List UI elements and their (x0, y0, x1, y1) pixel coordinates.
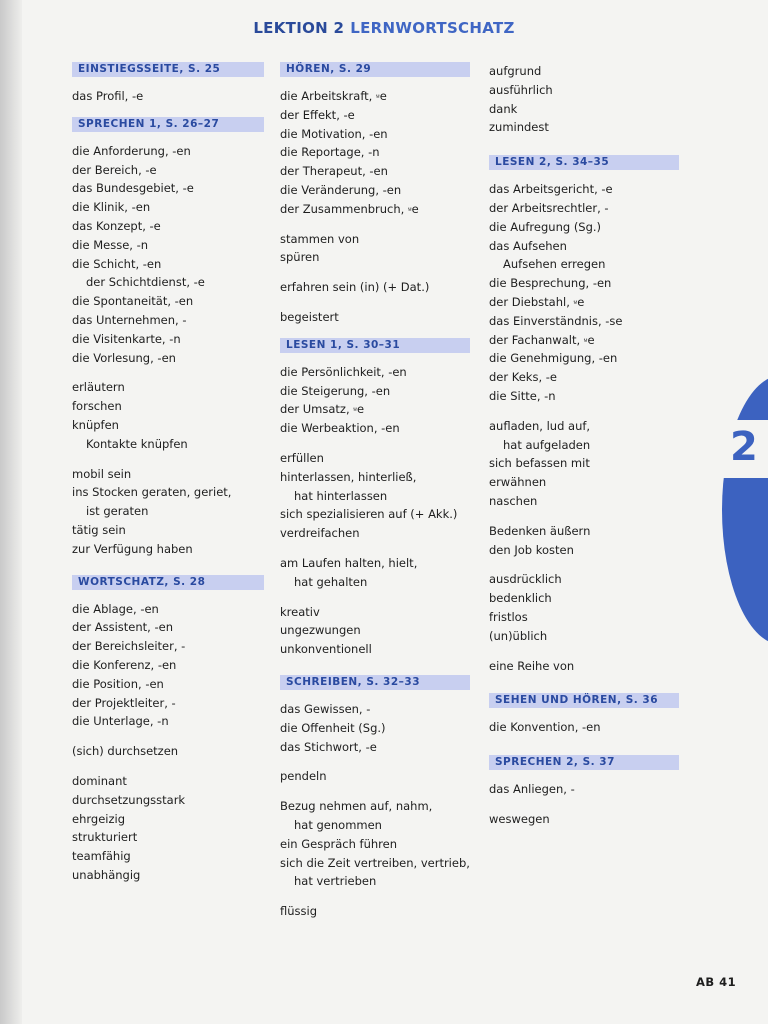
vocab-entry: den Job kosten (489, 542, 574, 557)
vocab-entry: aufladen, lud auf, (489, 418, 591, 433)
spacer (72, 454, 264, 465)
page-number: AB 41 (696, 975, 737, 989)
vocab-entry: ein Gespräch führen (280, 836, 397, 851)
vocab-entry: die Vorlesung, -en (72, 350, 176, 365)
vocab-entry: der Fachanwalt, ⸚e (489, 332, 595, 347)
vocab-entry: die Anforderung, -en (72, 143, 191, 158)
vocab-entry: kreativ (280, 604, 320, 619)
vocab-entry: hat vertrieben (294, 874, 377, 889)
vocab-entry: knüpfen (72, 417, 119, 432)
vocab-entry: ausdrücklich (489, 572, 562, 587)
vocab-entry: die Konferenz, -en (72, 657, 177, 672)
vocab-entry: ins Stocken geraten, geriet, (72, 485, 232, 500)
vocab-entry: durchsetzungsstark (72, 792, 186, 807)
vocab-entry: naschen (489, 493, 538, 508)
vocab-entry: Bezug nehmen auf, nahm, (280, 799, 433, 814)
section-header: SPRECHEN 2, S. 37 (489, 755, 679, 770)
vocab-entry: die Genehmigung, -en (489, 351, 618, 366)
vocab-entry: das Anliegen, - (489, 782, 575, 797)
spacer (489, 646, 679, 657)
vocab-entry: der Therapeut, -en (280, 164, 388, 179)
section-header: SCHREIBEN, S. 32–33 (280, 675, 470, 690)
vocab-entry: der Zusammenbruch, ⸚e (280, 201, 419, 216)
vocab-entry: die Schicht, -en (72, 256, 162, 271)
spacer (280, 297, 470, 308)
section-header: LESEN 1, S. 30–31 (280, 338, 470, 353)
vocab-column-1 (72, 62, 264, 885)
vocab-entry: Kontakte knüpfen (86, 436, 188, 451)
vocab-entry: der Bereichsleiter, - (72, 639, 186, 654)
vocab-entry: sich befassen mit (489, 456, 590, 471)
vocab-entry: Bedenken äußern (489, 523, 591, 538)
vocab-entry: weswegen (489, 811, 550, 826)
vocab-entry: der Bereich, -e (72, 162, 157, 177)
section-header: WORTSCHATZ, S. 28 (72, 575, 264, 590)
vocab-entry: hat genommen (294, 817, 382, 832)
vocab-entry: die Konvention, -en (489, 720, 601, 735)
vocab-column-3 (489, 62, 679, 829)
vocab-entry: die Werbeaktion, -en (280, 421, 400, 436)
vocab-entry: erwähnen (489, 475, 547, 490)
vocab-entry: dank (489, 101, 518, 116)
chapter-tab (722, 375, 768, 645)
vocab-entry: erläutern (72, 380, 125, 395)
vocab-column-2 (280, 62, 470, 921)
vocab-entry: pendeln (280, 769, 327, 784)
vocab-entry: sich die Zeit vertreiben, vertrieb, (280, 855, 470, 870)
vocab-entry: das Aufsehen (489, 238, 567, 253)
spacer (489, 406, 679, 417)
vocab-entry: der Umsatz, ⸚e (280, 402, 365, 417)
vocab-entry: hat aufgeladen (503, 437, 591, 452)
section-header: LESEN 2, S. 34–35 (489, 155, 679, 170)
vocab-entry: der Diebstahl, ⸚e (489, 294, 585, 309)
vocab-entry: der Projektleiter, - (72, 695, 176, 710)
vocab-entry: die Veränderung, -en (280, 182, 402, 197)
vocab-entry: aufgrund (489, 64, 542, 78)
page-title (0, 19, 768, 37)
spacer (489, 737, 679, 753)
vocab-entry: stammen von (280, 231, 360, 246)
spacer (280, 327, 470, 338)
vocab-entry: begeistert (280, 309, 339, 324)
vocab-entry: Aufsehen erregen (503, 257, 606, 272)
spacer (280, 219, 470, 230)
vocab-entry: sich spezialisieren auf (+ Akk.) (280, 507, 458, 522)
vocab-entry: forschen (72, 399, 122, 414)
vocab-entry: bedenklich (489, 591, 552, 606)
vocab-entry: hinterlassen, hinterließ, (280, 469, 417, 484)
vocab-entry: die Messe, -n (72, 237, 149, 252)
vocab-entry: unkonventionell (280, 642, 372, 657)
vocab-entry: die Arbeitskraft, ⸚e (280, 89, 387, 103)
spacer (489, 137, 679, 153)
vocab-entry: hat hinterlassen (294, 488, 388, 503)
vocab-entry: die Ablage, -en (72, 601, 159, 616)
vocab-entry: erfahren sein (in) (+ Dat.) (280, 280, 430, 295)
vocab-entry: die Offenheit (Sg.) (280, 720, 386, 735)
lesson-label: LEKTION 2 (253, 19, 345, 37)
vocab-entry: das Profil, -e (72, 89, 144, 103)
vocab-entry: strukturiert (72, 830, 138, 845)
vocab-entry: die Visitenkarte, -n (72, 331, 181, 346)
vocab-entry: teamfähig (72, 849, 131, 864)
vocab-entry: das Gewissen, - (280, 701, 371, 716)
spacer (72, 731, 264, 742)
vocab-entry: die Steigerung, -en (280, 383, 391, 398)
spacer (280, 438, 470, 449)
spacer (280, 659, 470, 675)
section-title: LERNWORTSCHATZ (350, 19, 515, 37)
spacer (280, 891, 470, 902)
vocab-entry: spüren (280, 250, 320, 265)
spacer (72, 106, 264, 117)
spacer (72, 761, 264, 772)
chapter-tab-number: 2 (730, 424, 758, 470)
vocab-entry: flüssig (280, 904, 318, 919)
section-header: EINSTIEGSSEITE, S. 25 (72, 62, 264, 77)
vocab-entry: dominant (72, 773, 127, 788)
spacer (280, 267, 470, 278)
spacer (280, 756, 470, 767)
vocab-entry: der Effekt, -e (280, 107, 355, 122)
vocab-entry: ausführlich (489, 82, 553, 97)
vocab-entry: die Unterlage, -n (72, 714, 169, 729)
vocab-entry: die Klinik, -en (72, 200, 151, 215)
spacer (72, 367, 264, 378)
vocab-entry: zur Verfügung haben (72, 541, 193, 556)
section-header: SEHEN UND HÖREN, S. 36 (489, 693, 679, 708)
vocab-entry: (sich) durchsetzen (72, 744, 179, 759)
vocab-entry: der Arbeitsrechtler, - (489, 200, 609, 215)
vocab-entry: erfüllen (280, 450, 324, 465)
vocab-entry: fristlos (489, 609, 528, 624)
vocab-entry: am Laufen halten, hielt, (280, 555, 418, 570)
vocab-entry: die Aufregung (Sg.) (489, 219, 602, 234)
vocab-entry: das Arbeitsgericht, -e (489, 182, 613, 197)
spacer (280, 786, 470, 797)
vocab-entry: die Reportage, -n (280, 145, 380, 160)
vocab-entry: die Spontaneität, -en (72, 294, 194, 309)
spacer (280, 543, 470, 554)
vocab-entry: eine Reihe von (489, 658, 575, 673)
page-binding-shadow (0, 0, 22, 1024)
spacer (280, 592, 470, 603)
vocab-entry: ungezwungen (280, 623, 361, 638)
spacer (489, 675, 679, 691)
vocab-entry: das Stichwort, -e (280, 739, 377, 754)
vocab-entry: das Konzept, -e (72, 218, 161, 233)
vocab-entry: der Schichtdienst, -e (86, 275, 205, 290)
vocab-entry: zumindest (489, 120, 549, 135)
spacer (489, 511, 679, 522)
vocab-entry: das Bundesgebiet, -e (72, 181, 194, 196)
vocab-entry: unabhängig (72, 867, 141, 882)
vocab-entry: der Assistent, -en (72, 620, 174, 635)
vocab-entry: mobil sein (72, 466, 132, 481)
vocab-entry: das Einverständnis, -se (489, 313, 623, 328)
vocab-entry: hat gehalten (294, 574, 368, 589)
vocab-entry: der Keks, -e (489, 370, 557, 385)
spacer (489, 799, 679, 810)
vocab-entry: das Unternehmen, - (72, 312, 187, 327)
spacer (489, 559, 679, 570)
vocab-entry: die Motivation, -en (280, 126, 388, 141)
vocab-entry: die Sitte, -n (489, 388, 556, 403)
vocab-entry: die Besprechung, -en (489, 276, 612, 291)
section-header: HÖREN, S. 29 (280, 62, 470, 77)
vocab-entry: ehrgeizig (72, 811, 125, 826)
vocab-entry: ist geraten (86, 504, 149, 519)
vocab-entry: die Position, -en (72, 676, 164, 691)
spacer (72, 559, 264, 575)
vocab-entry: verdreifachen (280, 526, 360, 541)
vocab-entry: die Persönlichkeit, -en (280, 364, 407, 379)
section-header: SPRECHEN 1, S. 26–27 (72, 117, 264, 132)
vocab-entry: tätig sein (72, 522, 126, 537)
vocab-entry: (un)üblich (489, 628, 548, 643)
